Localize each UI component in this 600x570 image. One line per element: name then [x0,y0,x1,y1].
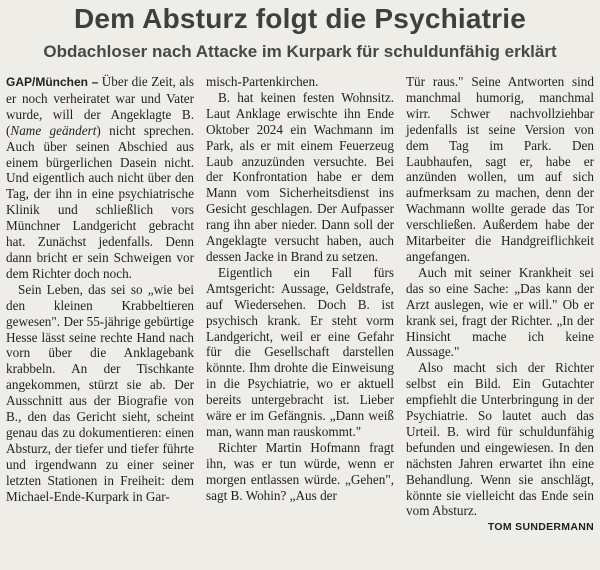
name-note: Name geändert [10,122,97,138]
paragraph: Eigentlich ein Fall fürs Amtsgericht: Aussage, Geldstrafe, auf Wiedersehen. Doch B. ist psychisch krank. Er steht vorm Landgericht, weil er eine Gefahr für die Gesellschaft darstellen könnte. Ihm drohte die Einweisung in die Psychiatrie, wo er aktuell bereits untergebracht ist. Lieber wäre er im Gefängnis. „Dann weiß man, wann man rauskommt." [206,264,394,439]
paragraph: misch-Partenkirchen. [206,74,319,89]
paragraph: Sein Leben, das sei so „wie bei den kleinen Krabbeltieren gewesen". Der 55-jährige gebürtige Hesse lässt seine rechte Hand nach vorn über die Anklagebank krabbeln. An der Tischkante angekommen, stürzt sie ab. Der Ausschnitt aus der Biografie von B., den das Gericht sieht, scheint genau das zu dokumentieren: einen Absturz, der tiefer und tiefer führte und irgendwann zu einer seiner letzten Stationen in Freiheit: dem Michael-Ende-Kurpark in Gar- [6,281,194,504]
article-columns [6,74,594,536]
paragraph [6,74,194,282]
dateline: GAP/München – [6,75,99,89]
column-3 [406,74,594,536]
headline: Dem Absturz folgt die Psychiatrie [73,3,527,34]
column-2 [206,74,394,536]
paragraph [406,360,594,534]
paragraph-text: Über die Zeit, als er noch verheiratet war und Vater wurde, will der Angeklagte B. ( [6,74,195,138]
subheadline: Obdachloser nach Attacke im Kurpark für schuldunfähig erklärt [43,42,557,61]
paragraph: Tür raus." Seine Antworten sind manchmal humorig, manchmal wirr. Schwer nachvollziehbar jedenfalls ist seine Version von dem Tag im Park. Den Laubhaufen, sagt er, habe er anzünden wollen, um auf sich aufmerksam zu machen, denn der Wachmann wollte gerade das Tor verschließen. Außerdem habe der Mitarbeiter die Handgreiflichkeit angefangen. [406,74,594,264]
paragraph: B. hat keinen festen Wohnsitz. Laut Anklage erwischte ihn Ende Oktober 2024 ein Wachmann im Park, als er mit einem Feuerzeug Laub anzuzünden versuchte. Bei der Konfrontation habe er dem Mann vom Sicherheitsdienst ins Gesicht geschlagen. Der Aufpasser rang ihn aber nieder. Dann soll der Angeklagte versucht haben, auch dessen Jacke in Brand zu setzen. [206,89,394,264]
column-1 [6,74,194,536]
paragraph: Auch mit seiner Krankheit sei das so eine Sache: „Das kann der Arzt auslegen, wie er will." Ob er krank sei, fragt der Richter. „In der Hinsicht mache ich keine Aussage." [406,264,594,360]
author-byline: TOM SUNDERMANN [487,521,594,534]
paragraph: Richter Martin Hofmann fragt ihn, was er tun würde, wenn er morgen entlassen würde. „Gehen", sagt B. Wohin? „Aus der [206,439,394,503]
paragraph-text: Also macht sich der Richter selbst ein Bild. Ein Gutachter empfiehlt die Unterbringung in der Psychiatrie. So lautet auch das Urteil. B. wird für schuldunfähig befunden und eingewiesen. In den nächsten Jahren erwartet ihn eine Behandlung. Wenn sie anschlägt, könnte sie vielleicht das Ende sein vom Absturz. [406,360,594,519]
paragraph-text: ) nicht sprechen. Auch über seinen Abschied aus einem bürgerlichen Dasein nicht. Und eigentlich auch nicht über den Tag, der ihn in eine psychiatrische Klinik und schließlich vors Münchner Landgericht gebracht hat. Zunächst jedenfalls. Denn dann bricht er sein Schweigen vor dem Richter doch noch. [6,122,194,281]
